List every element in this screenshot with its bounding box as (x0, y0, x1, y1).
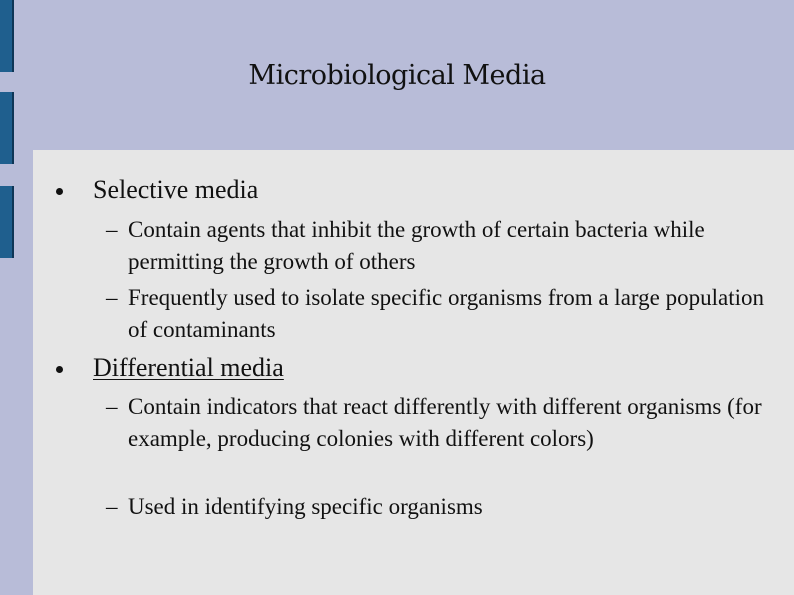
left-edge-bar (0, 92, 14, 164)
bullet-dot-icon (56, 366, 63, 373)
dash-icon: – (106, 394, 118, 419)
subpoint-text: Used in identifying specific organisms (128, 494, 483, 519)
dash-icon: – (106, 217, 118, 242)
subpoint-text: Contain agents that inhibit the growth of certain bacteria while permitting the growth of others (128, 217, 705, 274)
subpoint-text: Contain indicators that react differently with different organisms (for example, producing colonies with different colors) (128, 394, 762, 451)
subpoint-text: Frequently used to isolate specific organisms from a large population of contaminants (128, 285, 764, 342)
bullet-label: Differential media (93, 353, 284, 382)
slide-title: Microbiological Media (248, 60, 546, 91)
dash-icon: – (106, 494, 118, 519)
left-edge-bar (0, 186, 14, 258)
bullet-label: Selective media (93, 175, 259, 204)
bullet-dot-icon (56, 188, 63, 195)
dash-icon: – (106, 285, 118, 310)
